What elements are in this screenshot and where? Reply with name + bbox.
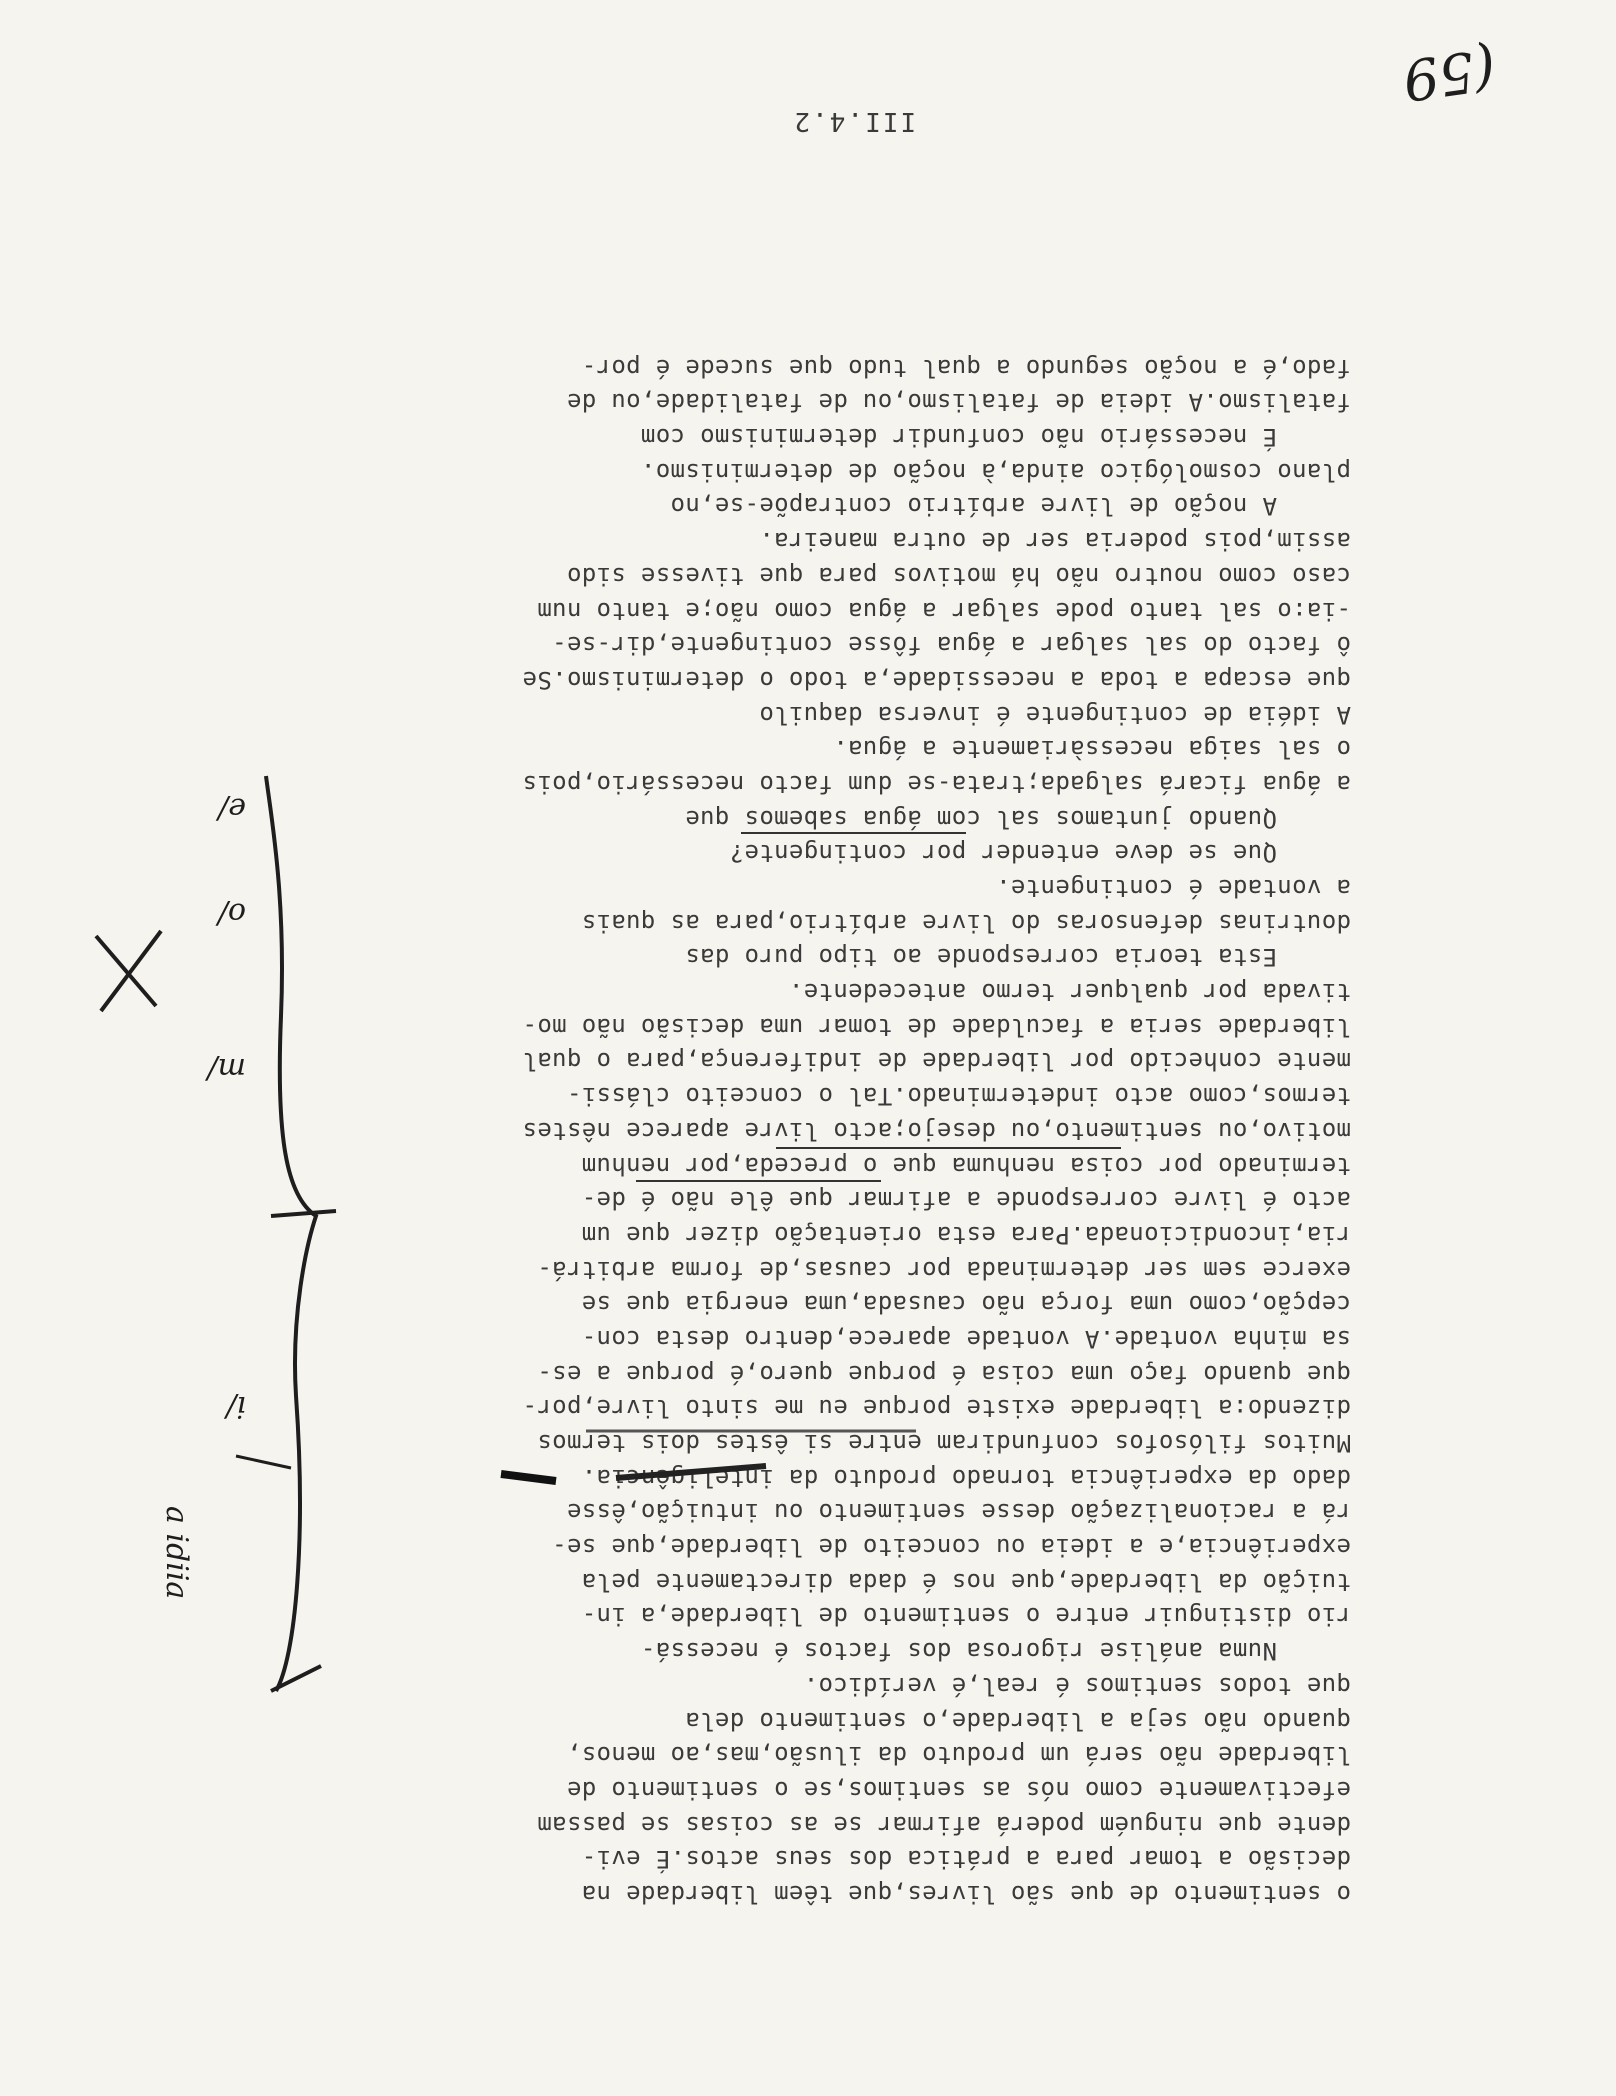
text-line: que quando faço uma coisa é porque quero,é porque a es- (537, 1359, 1351, 1388)
text-line: Muitos filósofos confundiram entre si êstes dois termos (537, 1429, 1351, 1458)
text-line: dizendo:a liberdade existe porque eu me sinto livre,por- (522, 1394, 1351, 1423)
text-line: sa minha vontade.A vontade aparece,dentro desta con- (581, 1325, 1351, 1353)
margin-note-a-idiia: a idiia (159, 1506, 194, 1600)
text-line: terminado por coisa nenhuma que o preceda,por nenhum (581, 1151, 1351, 1180)
margin-note-e: e/ (218, 791, 246, 826)
text-line: o sentimento de que são livres,que têem liberdade na (581, 1880, 1351, 1908)
text-line: mente conhecido por liberdade de indiferença,para o qual (522, 1047, 1351, 1076)
text-line: Numa análise rigorosa dos factos é necessá- (640, 1637, 1351, 1666)
handwritten-page-number: (59 (1398, 34, 1501, 113)
text-line: assim,pois poderia ser de outra maneira. (759, 527, 1351, 556)
page-number: III.4.2 (792, 106, 916, 136)
bracket-mid-tick (271, 1211, 336, 1216)
bracket-top-tick (271, 1666, 321, 1691)
text-line: liberdade seria a faculdade de tomar uma decisão não mo- (522, 1012, 1351, 1041)
text-line: que todos sentimos é real,é verídico. (803, 1671, 1351, 1700)
text-line: rio distinguir entre o sentimento de liberdade,a in- (581, 1602, 1351, 1631)
text-line: ô facto do sal salgar a água fôsse contingente,dir-se- (551, 631, 1351, 660)
text-line: experiência,e a ideia ou conceito de liberdade,que se- (551, 1533, 1351, 1562)
text-line: dente que ninguém poderá afirmar se as coisas se passam (537, 1810, 1351, 1839)
text-line: a vontade é contingente. (995, 874, 1351, 903)
margin-bracket (266, 776, 316, 1691)
text-line: Que se deve entender por contingente? (729, 839, 1351, 868)
text-line: que escapa a toda a necessidade,a todo o determinismo.Se (522, 665, 1351, 694)
text-line: motivo,ou sentimento,ou desejo;acto livre aparece nêstes (522, 1116, 1351, 1145)
margin-note-i: i/ (226, 1389, 246, 1424)
text-line: termos,como acto indeterminado.Tal o conceito clássi- (566, 1082, 1351, 1111)
text-line: efectivamente como nós as sentimos,se o sentimento de (566, 1775, 1351, 1804)
margin-note-o: o/ (217, 896, 246, 931)
text-line: cepção,como uma força não causada,uma energia que se (581, 1290, 1351, 1319)
text-line: liberdade não será um produto da ilusão,mas,ao menos, (566, 1741, 1351, 1770)
text-line: dado da experiência tornado produto da inteligência. (581, 1463, 1351, 1492)
text-line: rá a racionalização desse sentimento ou intuição,êsse (566, 1498, 1351, 1527)
text-line: a água ficará salgada;trata-se dum facto necessário,pois (522, 770, 1351, 798)
text-line: exerce sem ser determinada por causas,de forma arbitrá- (537, 1255, 1351, 1284)
text-line: A noção de livre arbítrio contrapõe-se,no (670, 492, 1351, 521)
strike-scribble (501, 1474, 556, 1481)
text-line: É necessário não confundir determinismo com (640, 423, 1351, 452)
text-line: plano cosmológico ainda,à noção de determinismo. (640, 457, 1351, 486)
text-line: decisão a tomar para a prática dos seus actos.É evi- (581, 1845, 1351, 1874)
text-line: doutrinas defensoras do livre arbítrio,para as quais (581, 908, 1351, 937)
text-line: caso como noutro não há motivos para que tivesse sido (566, 561, 1351, 590)
text-line: Esta teoria corresponde ao tipo puro das (685, 943, 1351, 972)
text-line: tuição da liberdade,que nos é dada directamente pela (581, 1567, 1351, 1596)
text-line: ria,incondicionada.Para esta orientação dizer que um (581, 1220, 1351, 1249)
text-line: Quando juntamos sal com água sabemos que (685, 804, 1351, 833)
bracket-low-tick (236, 1456, 291, 1468)
text-line: acto é livre corresponde a afirmar que êle não é de- (581, 1186, 1351, 1215)
text-line: o sal saiga necessàriamente a água. (833, 735, 1351, 764)
text-line: fatalismo.A ideia de fatalismo,ou de fatalidade,ou de (566, 388, 1351, 417)
margin-note-m: m/ (207, 1051, 246, 1086)
text-line: quando não seja a liberdade,o sentimento dela (685, 1706, 1351, 1735)
text-line: -ia:o sal tanto pode salgar a água como não;e tanto num (537, 596, 1351, 625)
strike-de-regula (616, 1466, 766, 1478)
text-line: tivada por qualquer termo antecedente. (788, 978, 1351, 1007)
text-line: A idéia de contingente é inversa daquilo (759, 700, 1351, 729)
text-line: fado,é a noção segundo a qual tudo que sucede é por- (581, 353, 1351, 382)
